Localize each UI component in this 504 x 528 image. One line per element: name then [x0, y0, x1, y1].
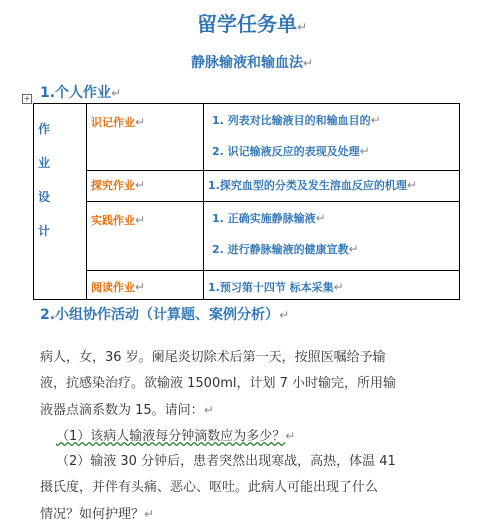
group-label-char: 设 [38, 190, 51, 204]
category-cell: 探究作业↵ [87, 171, 204, 202]
case-line: 液器点滴系数为 15。请问：↵ [40, 403, 214, 418]
document-subtitle: 静脉输液和输血法↵ [190, 55, 314, 71]
table-row [34, 171, 460, 202]
task-item: 1. 列表对比输液目的和输血目的↵ [212, 113, 381, 127]
items-cell [204, 171, 460, 202]
document-title: 留学任务单↵ [196, 12, 308, 36]
question-line: （2）输液 30 分钟后，患者突然出现寒战，高热，体温 41 [56, 454, 396, 469]
task-item: 1. 正确实施静脉输液↵ [212, 211, 326, 225]
category-cell: 识记作业↵ [87, 104, 204, 171]
group-label-char: 计 [38, 224, 51, 238]
question-line: 情况？如何护理？↵ [40, 507, 155, 522]
case-description [40, 345, 470, 424]
group-label-char: 作 [38, 122, 51, 136]
task-item: 1.预习第十四节 标本采集↵ [208, 280, 344, 294]
section-heading-individual: 1.个人作业↵ [40, 85, 122, 101]
group-label-cell [34, 104, 87, 300]
table-row [34, 271, 460, 300]
items-cell [204, 271, 460, 300]
section-heading-group: 2.小组协作活动（计算题、案例分析）↵ [40, 307, 290, 323]
table-row [34, 104, 460, 171]
category-cell: 实践作业↵ [87, 202, 204, 271]
items-cell [204, 202, 460, 271]
task-item: 1.探究血型的分类及发生溶血反应的机理↵ [208, 178, 417, 192]
question-2 [40, 449, 470, 528]
assignment-table [33, 103, 460, 300]
task-item: 2. 识记输液反应的表现及处理↵ [212, 144, 370, 158]
category-cell: 阅读作业↵ [87, 271, 204, 300]
group-label-char: 业 [38, 156, 51, 170]
table-move-handle-icon[interactable]: + [23, 94, 31, 103]
case-line: 病人，女，36 岁。阑尾炎切除术后第一天，按照医嘱给予输 [40, 350, 386, 365]
table-row [34, 202, 460, 271]
question-1: （1）该病人输液每分钟滴数应为多少？↵ [56, 429, 296, 444]
items-cell [204, 104, 460, 171]
task-item: 2. 进行静脉输液的健康宣教↵ [212, 242, 359, 256]
case-line: 液，抗感染治疗。欲输液 1500ml，计划 7 小时输完，所用输 [40, 376, 397, 391]
question-line: 摄氏度，并伴有头痛、恶心、呕吐。此病人可能出现了什么 [40, 480, 379, 495]
